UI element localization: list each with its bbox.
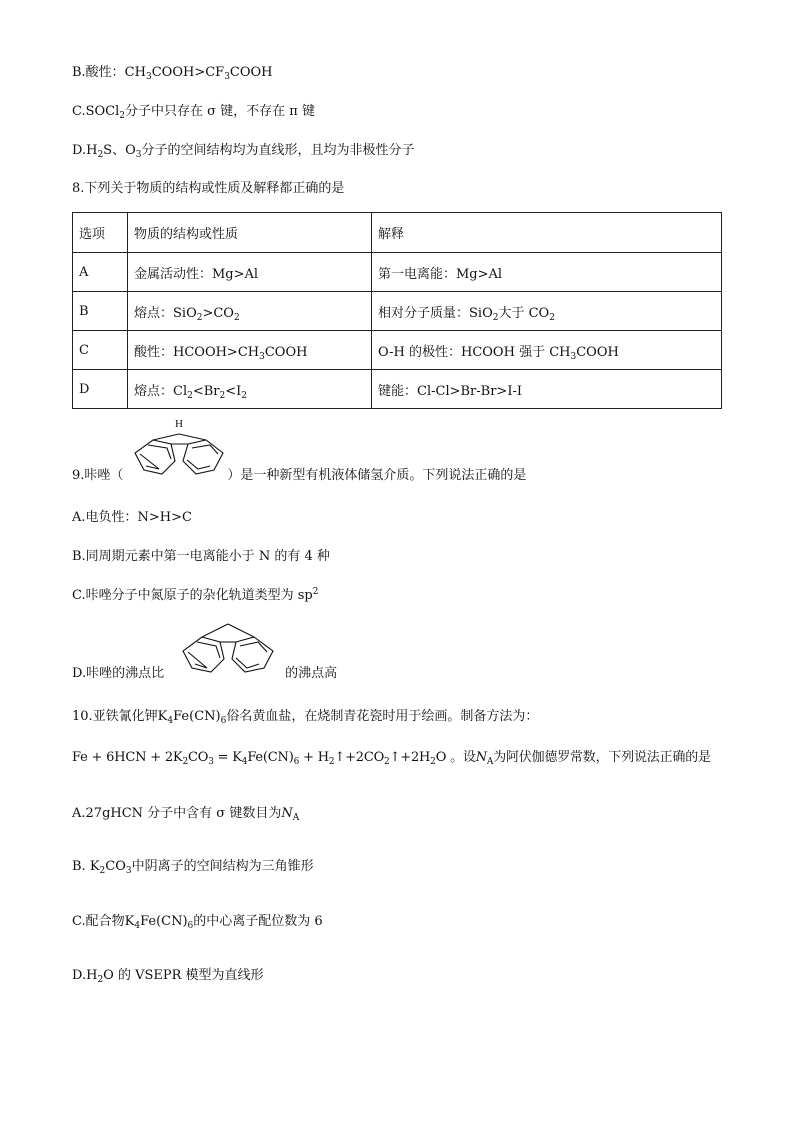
cell-property: 熔点：$Cl_2<Br_2<I_2$ bbox=[128, 370, 372, 409]
q10-option-b: B. $K_2CO_3$中阴离子的空间结构为三角锥形 bbox=[72, 859, 314, 876]
q9-option-b: B.同周期元素中第一电离能小于 N 的有 4 种 bbox=[72, 549, 330, 564]
q9-stem: 9.咔唑（ ）是一种新型有机液体储氢介质。下列说法正确的是 bbox=[72, 468, 527, 483]
table-header-row bbox=[73, 213, 722, 253]
cell-property: 酸性：$HCOOH>CH_3COOH$ bbox=[128, 331, 372, 370]
q7-option-d: $D.H_2S$、$O_3$分子的空间结构均为直线形，且均为非极性分子 bbox=[72, 143, 415, 160]
cell-explanation: 第一电离能：Mg>Al bbox=[372, 253, 722, 292]
q9-option-d: D.咔唑的沸点比 的沸点高 bbox=[72, 666, 338, 681]
table-row bbox=[73, 370, 722, 409]
nh-label: H bbox=[175, 418, 183, 430]
cell-explanation: 相对分子质量：SiO$_2$大于 $CO_2$ bbox=[372, 292, 722, 331]
cell-option: A bbox=[73, 253, 128, 292]
cell-property: 金属活动性：Mg>Al bbox=[128, 253, 372, 292]
header-property: 物质的结构或性质 bbox=[128, 213, 372, 253]
q7-option-c: C.SOCl$_2$分子中只存在 σ 键，不存在 π 键 bbox=[72, 104, 315, 121]
table-row bbox=[73, 253, 722, 292]
q8-stem: 8.下列关于物质的结构或性质及解释都正确的是 bbox=[72, 181, 345, 196]
q10-option-a: A.27gHCN 分子中含有 σ 键数目为$N_A$ bbox=[72, 806, 300, 823]
cell-option: B bbox=[73, 292, 128, 331]
q8-table bbox=[72, 212, 722, 409]
table-row bbox=[73, 331, 722, 370]
cell-option: C bbox=[73, 331, 128, 370]
cell-option: D bbox=[73, 370, 128, 409]
q10-equation: $Fe + 6HCN + 2K_2CO_3 = K_4Fe(CN)_6$ + $H_2↑+2CO_2↑+2H_2O$ 。设$N_A$为阿伏伽德罗常数，下列说法正确的是 bbox=[72, 750, 711, 767]
q9-option-a: A.电负性：N>H>C bbox=[72, 510, 192, 525]
q10-stem: 10.亚铁氰化钾$K_4Fe(CN)_6$俗名黄血盐，在烧制青花瓷时用于绘画。制备方法为： bbox=[72, 709, 539, 726]
header-explanation: 解释 bbox=[372, 213, 722, 253]
cell-explanation: O-H 的极性：HCOOH 强于 $CH_3COOH$ bbox=[372, 331, 722, 370]
cell-property: 熔点：$SiO_2>CO_2$ bbox=[128, 292, 372, 331]
q10-option-d: $D.H_2O$ 的 VSEPR 模型为直线形 bbox=[72, 968, 264, 985]
q9-option-c: C.咔唑分子中氮原子的杂化轨道类型为 $sp^2$ bbox=[72, 587, 319, 603]
header-option: 选项 bbox=[73, 213, 128, 253]
table-row bbox=[73, 292, 722, 331]
cell-explanation: 键能：Cl-Cl>Br-Br>I-I bbox=[372, 370, 722, 409]
q7-option-b: B.酸性：$CH_3COOH>CF_3COOH$ bbox=[72, 65, 273, 82]
q10-option-c: C.配合物$K_4Fe(CN)_6$的中心离子配位数为 6 bbox=[72, 914, 323, 931]
